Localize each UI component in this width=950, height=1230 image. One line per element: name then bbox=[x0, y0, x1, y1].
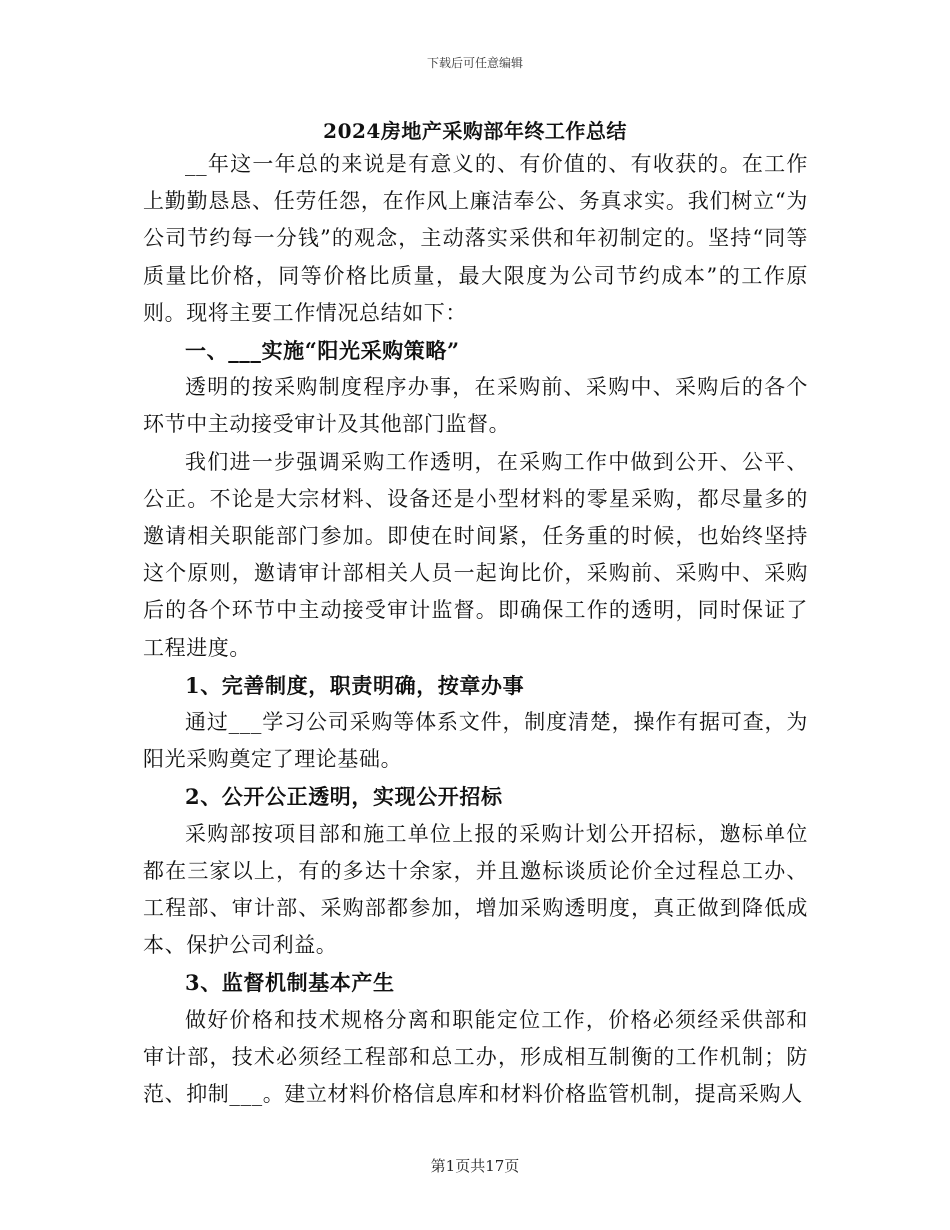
paragraph: 透明的按采购制度程序办事，在采购前、采购中、采购后的各个环节中主动接受审计及其他部门监督。 bbox=[143, 375, 808, 437]
document-body bbox=[143, 146, 808, 1113]
paragraph: 采购部按项目部和施工单位上报的采购计划公开招标，邀标单位都在三家以上，有的多达十余家，并且邀标谈质论价全过程总工办、工程部、审计部、采购部都参加，增加采购透明度，真正做到降低成本、保护公司利益。 bbox=[143, 821, 808, 958]
header-note: 下载后可任意编辑 bbox=[426, 56, 523, 70]
paragraph: 做好价格和技术规格分离和职能定位工作，价格必须经采供部和审计部，技术必须经工程部和总工办，形成相互制衡的工作机制；防范、抑制___。建立材料价格信息库和材料价格监管机制，提高采购人 bbox=[143, 1007, 808, 1107]
paragraph-intro: __年这一年总的来说是有意义的、有价值的、有收获的。在工作上勤勤恳恳、任劳任怨，在作风上廉洁奉公、务真求实。我们树立“为公司节约每一分钱”的观念，主动落实采供和年初制定的。坚持“同等质量比价格，同等价格比质量，最大限度为公司节约成本”的工作原则。现将主要工作情况总结如下： bbox=[143, 152, 808, 325]
paragraph: 通过___学习公司采购等体系文件，制度清楚，操作有据可查，为阳光采购奠定了理论基础。 bbox=[143, 710, 808, 772]
subsection-heading-2: 2、公开公正透明，实现公开招标 bbox=[185, 784, 503, 810]
subsection-heading-1: 1、完善制度，职责明确，按章办事 bbox=[185, 672, 525, 698]
document-title: 2024房地产采购部年终工作总结 bbox=[323, 119, 627, 143]
page-number-footer: 第1页共17页 bbox=[430, 1157, 520, 1175]
subsection-heading-3: 3、监督机制基本产生 bbox=[185, 970, 395, 996]
section-heading-1: 一、___实施“阳光采购策略” bbox=[185, 338, 460, 364]
paragraph: 我们进一步强调采购工作透明，在采购工作中做到公开、公平、公正。不论是大宗材料、设备还是小型材料的零星采购，都尽量多的邀请相关职能部门参加。即使在时间紧，任务重的时候，也始终坚持这个原则，邀请审计部相关人员一起询比价，采购前、采购中、采购后的各个环节中主动接受审计监督。即确保工作的透明，同时保证了工程进度。 bbox=[143, 449, 808, 660]
